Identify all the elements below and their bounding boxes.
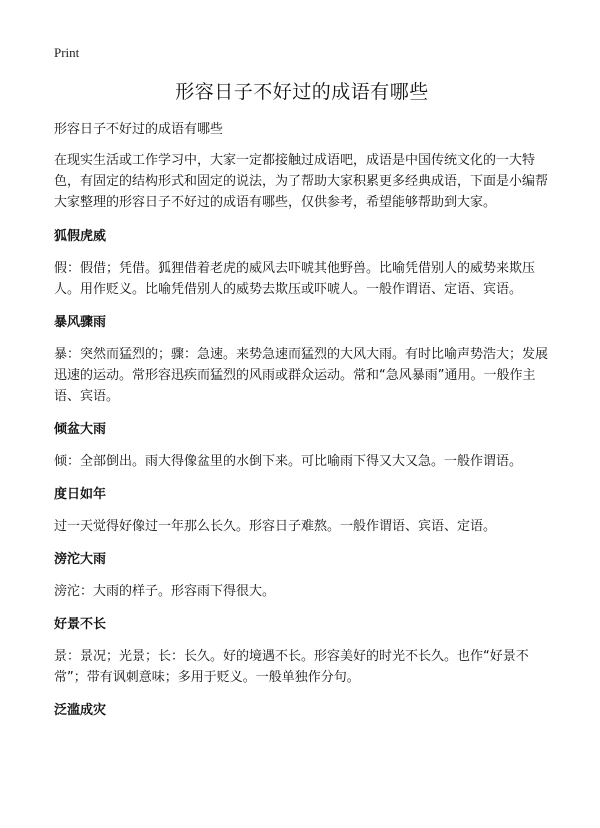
idiom-heading: 暴风骤雨 [54,315,107,330]
idiom-description: 景：景况；光景；长：长久。好的境遇不长。形容美好的时光不长久。也作“好景不常”；带有讽刺意味；多用于贬义。一般单独作分句。 [54,649,529,685]
page-title: 形容日子不好过的成语有哪些 [175,81,429,103]
idiom-section [54,702,548,720]
intro-paragraph: 在现实生活或工作学习中，大家一定都接触过成语吧，成语是中国传统文化的一大特色，有固定的结构形式和固定的说法，为了帮助大家积累更多经典成语，下面是小编帮大家整理的形容日子不好过的成语有哪些，仅供参考，希望能够帮助到大家。 [54,153,549,210]
idiom-section [54,421,548,472]
idiom-heading: 好景不长 [54,617,107,632]
idiom-heading: 度日如年 [54,487,107,502]
idiom-heading: 狐假虎威 [54,229,107,244]
print-link[interactable]: Print [54,45,80,60]
idiom-description: 倾：全部倒出。雨大得像盆里的水倒下来。可比喻雨下得又大又急。一般作谓语。 [54,454,523,469]
idiom-heading: 倾盆大雨 [54,422,107,437]
idiom-section [54,228,548,300]
idiom-description: 暴：突然而猛烈的；骤：急速。来势急速而猛烈的大风大雨。有时比喻声势浩大；发展迅速的运动。常形容迅疾而猛烈的风雨或群众运动。常和“急风暴雨”通用。一般作主语、宾语。 [54,347,549,404]
idiom-heading: 泛滥成灾 [54,703,107,718]
idiom-section [54,551,548,602]
page-subtitle: 形容日子不好过的成语有哪些 [54,122,224,137]
idiom-list [54,228,548,734]
idiom-section [54,616,548,688]
idiom-section [54,314,548,407]
idiom-heading: 滂沱大雨 [54,552,107,567]
idiom-section [54,486,548,537]
idiom-description: 假：假借；凭借。狐狸借着老虎的威风去吓唬其他野兽。比喻凭借别人的威势来欺压人。用作贬义。比喻凭借别人的威势去欺压或吓唬人。一般作谓语、定语、宾语。 [54,261,536,297]
idiom-description: 滂沱：大雨的样子。形容雨下得很大。 [54,584,276,599]
idiom-description: 过一天觉得好像过一年那么长久。形容日子难熬。一般作谓语、宾语、定语。 [54,519,497,534]
